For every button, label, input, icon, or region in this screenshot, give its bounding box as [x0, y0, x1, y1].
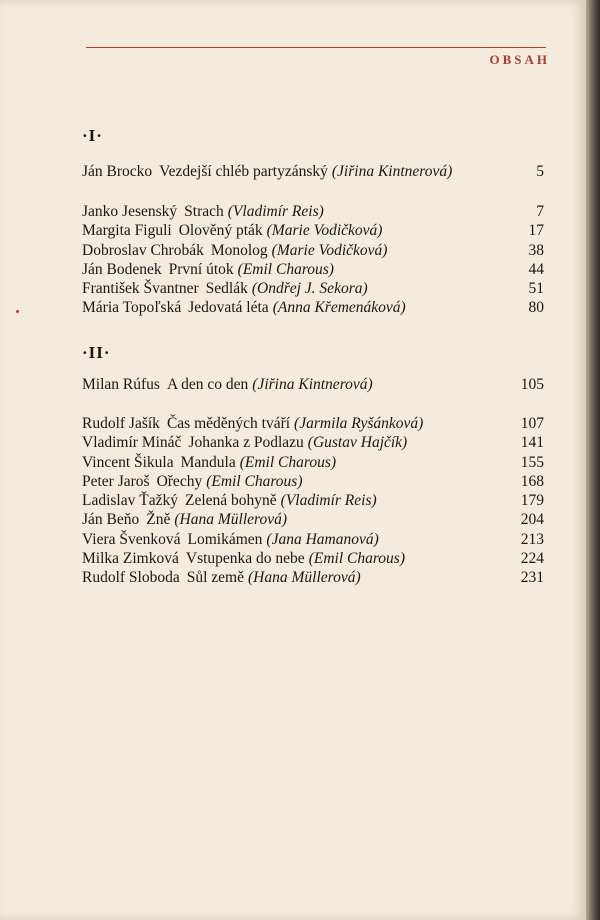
entry-author: Ján Beňo: [82, 511, 140, 529]
entry-translator: (Marie Vodičková): [266, 222, 383, 240]
entry-translator: (Jarmila Ryšánková): [294, 415, 424, 432]
toc-entry: [82, 549, 544, 568]
entry-author: Ján Brocko: [82, 163, 153, 180]
entry-title: Olověný pták: [178, 222, 263, 240]
entry-author: Milka Zimková: [82, 550, 179, 568]
entry-page: 5: [536, 163, 544, 180]
entry-title: Sůl země: [186, 569, 244, 587]
entry-title: Čas měděných tváří: [166, 415, 291, 432]
entry-author: Janko Jesenský: [82, 203, 178, 220]
entry-translator: (Marie Vodičková): [271, 241, 388, 259]
entry-title: Mandula: [180, 453, 236, 471]
entry-title: Vezdejší chléb partyzánský: [159, 163, 328, 180]
entry-author: František Švantner: [82, 280, 199, 298]
entry-translator: (Emil Charous): [206, 472, 303, 490]
entry-title: Monolog: [210, 241, 268, 259]
part-heading-2: ·II·: [82, 343, 111, 362]
entry-author: Vincent Šikula: [82, 453, 174, 471]
toc-group-2a: [82, 375, 544, 394]
entry-page: 17: [528, 222, 544, 240]
entry-translator: (Anna Křemenáková): [272, 299, 406, 317]
entry-title: Ořechy: [156, 472, 203, 490]
entry-title: Lomikámen: [187, 530, 263, 548]
toc-entry: [82, 221, 544, 240]
toc-entry: [82, 472, 544, 491]
toc-entry: [82, 260, 544, 279]
toc-entry: [82, 298, 544, 317]
entry-translator: (Emil Charous): [237, 260, 334, 278]
entry-translator: (Jana Hamanová): [266, 530, 379, 548]
entry-title: Strach: [184, 203, 224, 220]
toc-group-1b: [82, 202, 544, 318]
header-rule: [86, 47, 546, 48]
entry-translator: (Jiřina Kintnerová): [252, 376, 373, 393]
entry-translator: (Emil Charous): [308, 550, 405, 568]
entry-author: Rudolf Sloboda: [82, 569, 180, 587]
entry-author: Vladimír Mináč: [82, 434, 182, 452]
entry-title: Zelená bohyně: [184, 492, 277, 510]
entry-author: Dobroslav Chrobák: [82, 241, 204, 259]
toc-entry: [82, 162, 544, 181]
entry-title: Sedlák: [205, 280, 248, 298]
toc-entry: [82, 375, 544, 394]
book-spine-edge: [586, 0, 600, 920]
toc-group-1a: [82, 162, 544, 181]
toc-entry: [82, 279, 544, 298]
toc-entry: [82, 530, 544, 549]
toc-entry: [82, 241, 544, 260]
toc-entry: [82, 568, 544, 587]
entry-author: Ladislav Ťažký: [82, 492, 178, 510]
toc-entry: [82, 510, 544, 529]
entry-translator: (Ondřej J. Sekora): [251, 280, 368, 298]
entry-page: 141: [520, 434, 544, 452]
entry-translator: (Jiřina Kintnerová): [331, 163, 453, 180]
entry-translator: (Hana Müllerová): [174, 511, 288, 529]
entry-page: 7: [536, 203, 544, 220]
entry-page: 107: [520, 415, 544, 432]
entry-author: Peter Jaroš: [82, 472, 150, 490]
entry-page: 213: [520, 530, 544, 548]
entry-page: 231: [520, 569, 544, 587]
toc-entry: [82, 491, 544, 510]
toc-entry: [82, 453, 544, 472]
entry-title: Johanka z Podlazu: [188, 434, 304, 452]
entry-translator: (Gustav Hajčík): [307, 434, 408, 452]
entry-page: 168: [520, 472, 544, 490]
entry-author: Viera Švenková: [82, 530, 181, 548]
entry-author: Rudolf Jašík: [82, 415, 160, 432]
entry-author: Ján Bodenek: [82, 260, 162, 278]
toc-entry: [82, 433, 544, 452]
entry-page: 224: [520, 550, 544, 568]
entry-translator: (Hana Müllerová): [248, 569, 361, 587]
margin-mark: [16, 310, 19, 313]
entry-page: 105: [520, 376, 544, 393]
toc-entry: [82, 202, 544, 221]
entry-author: Margita Figuli: [82, 222, 172, 240]
entry-translator: (Vladimír Reis): [280, 492, 377, 510]
entry-page: 80: [528, 299, 544, 317]
entry-page: 155: [520, 453, 544, 471]
entry-page: 179: [520, 492, 544, 510]
entry-title: A den co den: [166, 376, 249, 393]
entry-author: Mária Topoľská: [82, 299, 182, 317]
entry-translator: (Emil Charous): [239, 453, 337, 471]
running-head: OBSAH: [489, 52, 550, 67]
entry-page: 204: [520, 511, 544, 529]
entry-page: 38: [528, 241, 544, 259]
entry-title: Žně: [146, 511, 171, 529]
entry-translator: (Vladimír Reis): [227, 203, 324, 220]
entry-title: První útok: [168, 260, 234, 278]
toc-group-2b: [82, 414, 544, 588]
toc-entry: [82, 414, 544, 433]
entry-author: Milan Rúfus: [82, 376, 160, 393]
entry-page: 44: [528, 260, 544, 278]
entry-title: Vstupenka do nebe: [185, 550, 305, 568]
entry-page: 51: [528, 280, 544, 298]
entry-title: Jedovatá léta: [188, 299, 269, 317]
part-heading-1: ·I·: [82, 126, 103, 145]
